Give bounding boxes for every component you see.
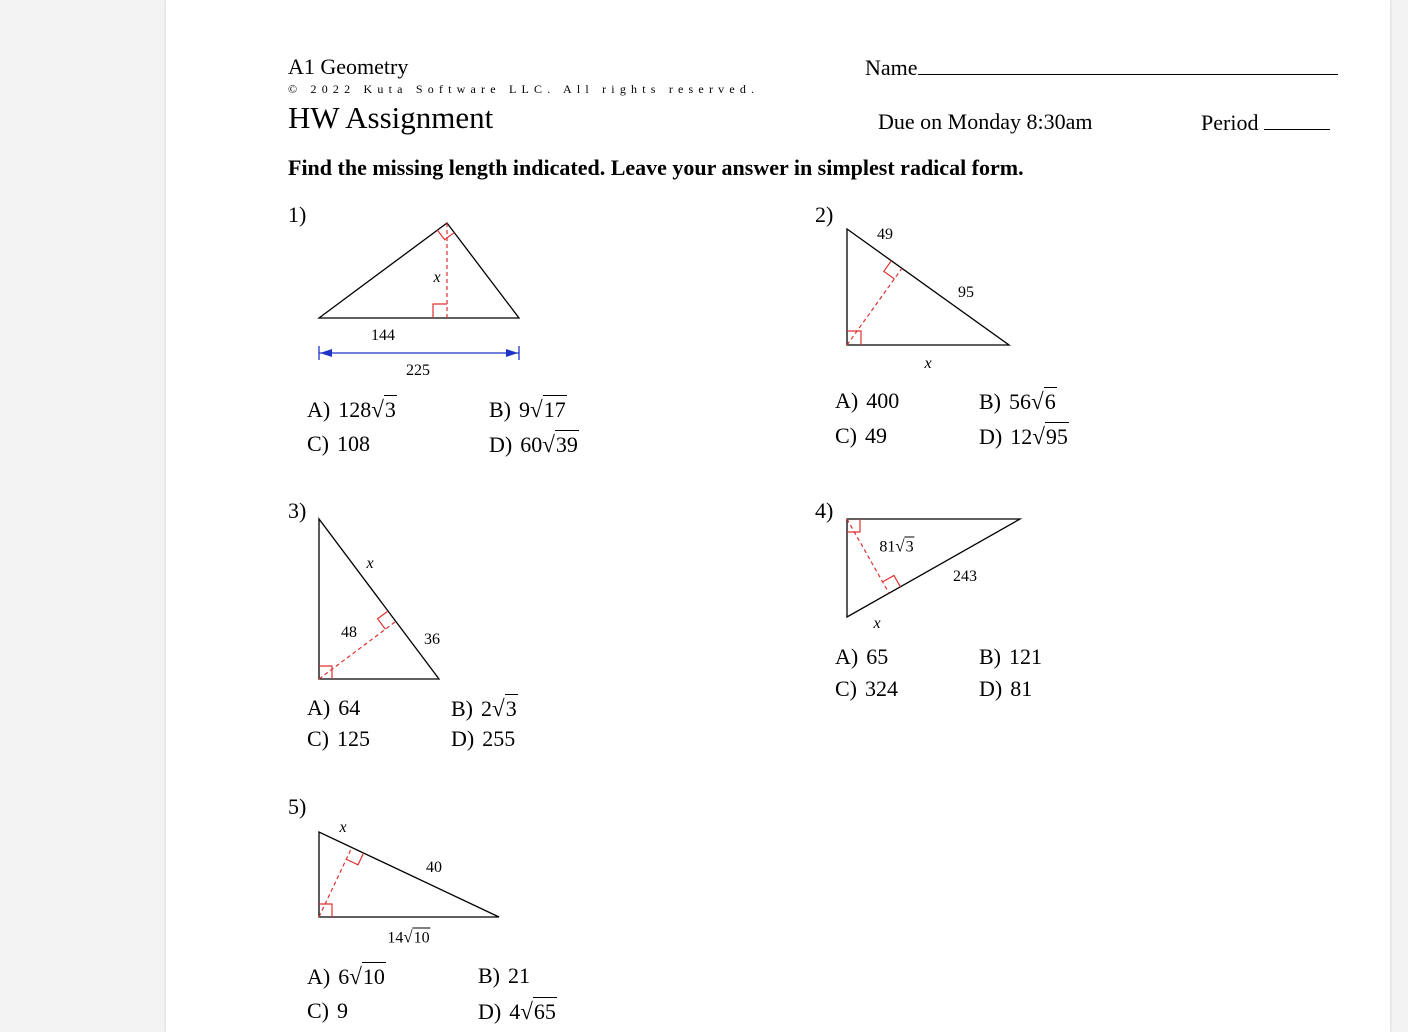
right-angle-mark-5 <box>346 853 363 865</box>
radicand: 3 <box>905 538 914 556</box>
label-leg <box>387 927 430 947</box>
choice-letter: B) <box>979 389 1001 414</box>
right-angle-mark-3 <box>378 611 388 629</box>
choice-letter: B) <box>979 644 1001 669</box>
radical-sign-icon: √ <box>1032 423 1045 449</box>
label-x: x <box>873 615 881 632</box>
label-segment: 144 <box>371 327 395 344</box>
radicand: 39 <box>555 432 578 457</box>
coefficient: 81 <box>1010 676 1033 701</box>
due-date: Due on Monday 8:30am <box>878 109 1093 134</box>
choice-letter: A) <box>307 695 331 720</box>
radicand: 17 <box>543 397 566 422</box>
label-segment: 36 <box>424 631 440 648</box>
answer-choice[interactable] <box>307 965 386 988</box>
radical-sign-icon: √ <box>530 396 543 422</box>
label-hypotenuse: 95 <box>958 284 974 301</box>
radical-sign-icon: √ <box>895 536 905 556</box>
answer-choice[interactable] <box>307 1000 348 1022</box>
label-x: x <box>924 355 932 372</box>
right-angle-mark-5 <box>319 904 332 917</box>
altitude-2 <box>847 268 902 345</box>
choice-letter: D) <box>979 424 1003 449</box>
right-angle-mark-2 <box>884 261 895 279</box>
radical-sign-icon: √ <box>492 695 505 721</box>
coefficient: 65 <box>866 644 889 669</box>
coefficient: 81 <box>879 538 896 556</box>
coefficient: 6 <box>338 964 350 989</box>
choice-letter: A) <box>307 397 331 422</box>
right-angle-mark-1 <box>433 304 447 318</box>
coefficient: 125 <box>337 726 370 751</box>
coefficient: 2 <box>481 696 492 721</box>
answer-choice[interactable] <box>979 646 1042 668</box>
problem-number: 1) <box>288 202 307 227</box>
coefficient: 14 <box>387 929 404 947</box>
answer-choice[interactable] <box>979 425 1069 448</box>
coefficient: 255 <box>482 726 516 751</box>
coefficient: 60 <box>520 432 543 457</box>
coefficient: 21 <box>508 963 530 988</box>
triangle-2 <box>847 226 1009 345</box>
radicand: 3 <box>505 696 517 721</box>
label-segment: 40 <box>426 859 442 876</box>
coefficient: 64 <box>338 695 361 720</box>
answer-choice[interactable] <box>835 390 899 412</box>
problem-number: 2) <box>815 202 834 227</box>
assignment-title: HW Assignment <box>288 100 494 135</box>
problem-number: 4) <box>815 498 834 523</box>
label-x: x <box>366 555 374 572</box>
label-segment: 49 <box>877 226 893 243</box>
instructions: Find the missing length indicated. Leave your answer in simplest radical form. <box>288 155 1024 180</box>
right-angle-mark-4 <box>883 575 901 586</box>
coefficient: 9 <box>519 397 530 422</box>
coefficient: 12 <box>1010 424 1033 449</box>
choice-letter: B) <box>478 963 500 988</box>
arrow-left-icon <box>320 349 332 357</box>
radical-sign-icon: √ <box>520 998 533 1024</box>
answer-choice[interactable] <box>979 678 1032 700</box>
right-angle-mark-1 <box>437 230 454 240</box>
triangle-3 <box>319 519 439 679</box>
course-name: A1 Geometry <box>288 54 409 79</box>
choice-letter: D) <box>478 999 502 1024</box>
right-angle-mark-4 <box>847 519 860 532</box>
choice-letter: D) <box>451 726 475 751</box>
problem-number: 3) <box>288 498 307 523</box>
triangle-5 <box>319 832 499 917</box>
triangle-1 <box>319 223 519 318</box>
choice-letter: B) <box>451 696 473 721</box>
coefficient: 108 <box>337 431 370 456</box>
choice-letter: D) <box>489 432 513 457</box>
period-label: Period <box>1201 110 1259 135</box>
coefficient: 324 <box>865 676 898 701</box>
radical-sign-icon: √ <box>1031 388 1044 414</box>
coefficient: 9 <box>337 998 348 1023</box>
problem-number: 5) <box>288 794 307 819</box>
choice-letter: C) <box>307 431 329 456</box>
answer-choice[interactable] <box>307 398 397 421</box>
answer-choice[interactable] <box>307 433 370 455</box>
label-x: x <box>433 269 441 286</box>
choice-letter: C) <box>307 998 329 1023</box>
radicand: 95 <box>1045 424 1068 449</box>
radical-sign-icon: √ <box>403 927 413 947</box>
answer-choice[interactable] <box>307 697 360 719</box>
coefficient: 121 <box>1009 644 1042 669</box>
label-hypotenuse: 243 <box>953 568 977 585</box>
answer-choice[interactable] <box>451 697 518 720</box>
coefficient: 56 <box>1009 389 1031 414</box>
answer-choice[interactable] <box>979 390 1057 413</box>
answer-choice[interactable] <box>478 965 530 987</box>
coefficient: 400 <box>866 388 900 413</box>
radical-sign-icon: √ <box>349 963 362 989</box>
radical-sign-icon: √ <box>542 431 555 457</box>
answer-choice[interactable] <box>478 1000 557 1023</box>
answer-choice[interactable] <box>307 728 370 750</box>
altitude-5 <box>319 847 352 917</box>
label-altitude <box>879 536 914 556</box>
choice-letter: C) <box>307 726 329 751</box>
altitude-3 <box>319 621 396 679</box>
choice-letter: A) <box>307 964 331 989</box>
copyright: © 2022 Kuta Software LLC. All rights reserved. <box>288 82 760 96</box>
coefficient: 4 <box>509 999 521 1024</box>
answer-choice[interactable] <box>835 678 898 700</box>
coefficient: 128 <box>338 397 372 422</box>
radicand: 65 <box>533 999 556 1024</box>
arrow-right-icon <box>506 349 518 357</box>
choice-letter: A) <box>835 644 859 669</box>
choice-letter: A) <box>835 388 859 413</box>
answer-choice[interactable] <box>489 398 567 421</box>
label-x: x <box>339 819 347 836</box>
choice-letter: B) <box>489 397 511 422</box>
altitude-4 <box>847 519 889 593</box>
coefficient: 49 <box>865 423 887 448</box>
choice-letter: C) <box>835 676 857 701</box>
label-altitude: 48 <box>341 624 357 641</box>
choice-letter: D) <box>979 676 1003 701</box>
radicand: 6 <box>1044 389 1056 414</box>
radicand: 3 <box>384 397 396 422</box>
answer-choice[interactable] <box>451 728 515 750</box>
radicand: 10 <box>413 929 430 947</box>
label-base: 225 <box>406 362 430 379</box>
name-label: Name <box>865 55 918 80</box>
radicand: 10 <box>362 964 385 989</box>
answer-choice[interactable] <box>835 646 888 668</box>
radical-sign-icon: √ <box>371 396 384 422</box>
answer-choice[interactable] <box>835 425 887 447</box>
choice-letter: C) <box>835 423 857 448</box>
triangle-4 <box>847 519 1020 617</box>
answer-choice[interactable] <box>489 433 579 456</box>
